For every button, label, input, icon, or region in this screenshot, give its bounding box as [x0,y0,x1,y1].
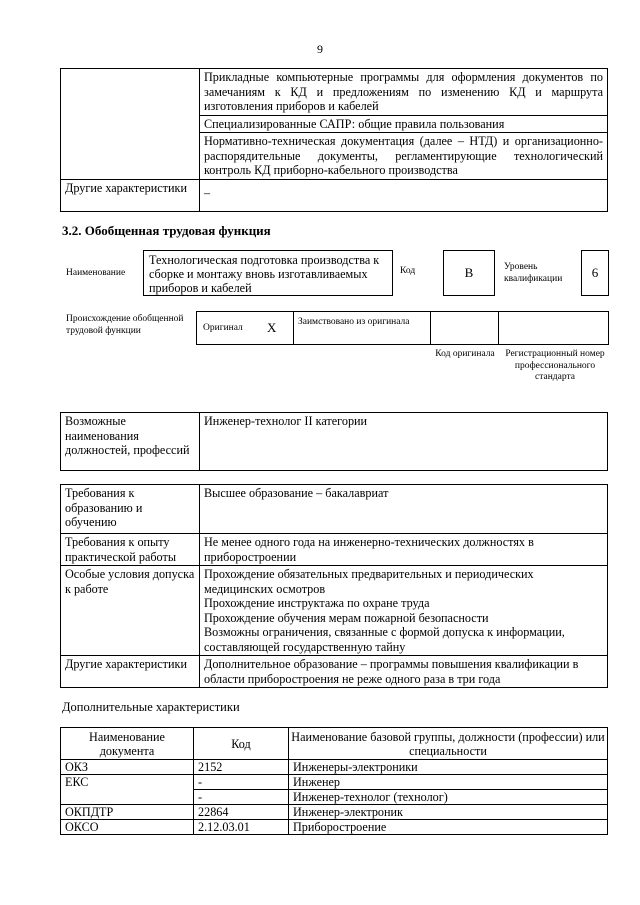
row-doc: ОКПДТР [61,805,194,820]
row-code: 22864 [194,805,289,820]
code-original-caption: Код оригинала [435,349,495,359]
row-name: Инженер-электроник [289,805,608,820]
row-code: - [194,775,289,790]
experience-label: Требования к опыту практической работы [61,534,200,566]
other-characteristics-label: Другие характеристики [61,179,200,211]
other-requirements-label: Другие характеристики [61,656,200,688]
condition-item: Возможны ограничения, связанные с формой допуска к информации, составляющей государственную тайну [204,625,565,654]
row-name: Приборостроение [289,820,608,835]
knowledge-row: Прикладные компьютерные программы для оформления документов по замечаниям к КД и предложениям по изменению КД и маршрута изготовления приборов и кабелей [200,69,608,116]
knowledge-row: Нормативно-техническая документация (далее – НТД) и организационно-распорядительные документы, регламентирующие технологический контроль КД приборно-кабельного производства [200,133,608,180]
divider [430,311,431,345]
header-document: Наименование документа [61,728,194,760]
row-name: Инженер [289,775,608,790]
divider [293,311,294,345]
function-name-value: Технологическая подготовка производства к сборке и монтажу вновь изготавливаемых приборов и кабелей [149,253,380,295]
row-doc: ОКСО [61,820,194,835]
condition-item: Прохождение обучения мерам пожарной безопасности [204,610,489,625]
row-name: Инженер-технолог (технолог) [289,790,608,805]
possible-names-label: Возможные наименования должностей, профессий [61,413,200,471]
qualification-level-box [581,250,609,296]
special-conditions-label: Особые условия допуска к работе [61,566,200,656]
code-label: Код [400,266,416,276]
original-label: Оригинал [203,323,243,333]
condition-item: Прохождение обязательных предварительных и периодических медицинских осмотров [204,567,534,596]
possible-names-table [60,412,608,471]
reg-number-caption: Регистрационный номер профессионального стандарта [505,349,605,382]
origin-label: Происхождение обобщенной трудовой функции [66,314,184,336]
empty-label-cell [61,69,200,180]
qualification-level-value: 6 [591,265,599,280]
level-label: Уровень квалификации [504,262,563,284]
row-code: 2152 [194,760,289,775]
origin-row [196,311,609,345]
experience-value: Не менее одного года на инженерно-технических должностях в приборостроении [200,534,608,566]
section-title: 3.2. Обобщенная трудовая функция [62,223,271,238]
knowledge-table-continuation [60,68,608,212]
header-code: Код [194,728,289,760]
divider [498,311,499,345]
name-label: Наименование [66,268,126,278]
row-code: 2.12.03.01 [194,820,289,835]
row-doc: ОКЗ [61,760,194,775]
original-mark: X [267,320,277,335]
other-requirements-value: Дополнительное образование – программы повышения квалификации в области приборостроения не реже одного раза в три года [200,656,608,688]
requirements-table [60,484,608,688]
page-number: 9 [317,42,323,56]
function-code-value: B [464,265,474,280]
education-value: Высшее образование – бакалавриат [200,485,608,534]
other-characteristics-value: – [200,179,608,211]
row-name: Инженеры-электроники [289,760,608,775]
row-code: - [194,790,289,805]
knowledge-row: Специализированные САПР: общие правила пользования [200,115,608,133]
borrowed-label: Заимствовано из оригинала [298,317,410,327]
special-conditions-values [200,566,608,656]
additional-table [60,727,608,835]
possible-names-value: Инженер-технолог II категории [200,413,608,471]
header-name: Наименование базовой группы, должности (профессии) или специальности [289,728,608,760]
function-name-box [143,250,393,296]
additional-title: Дополнительные характеристики [62,700,240,714]
row-doc: ЕКС [61,775,194,805]
education-label: Требования к образованию и обучению [61,485,200,534]
function-code-box [443,250,495,296]
condition-item: Прохождение инструктажа по охране труда [204,596,430,610]
